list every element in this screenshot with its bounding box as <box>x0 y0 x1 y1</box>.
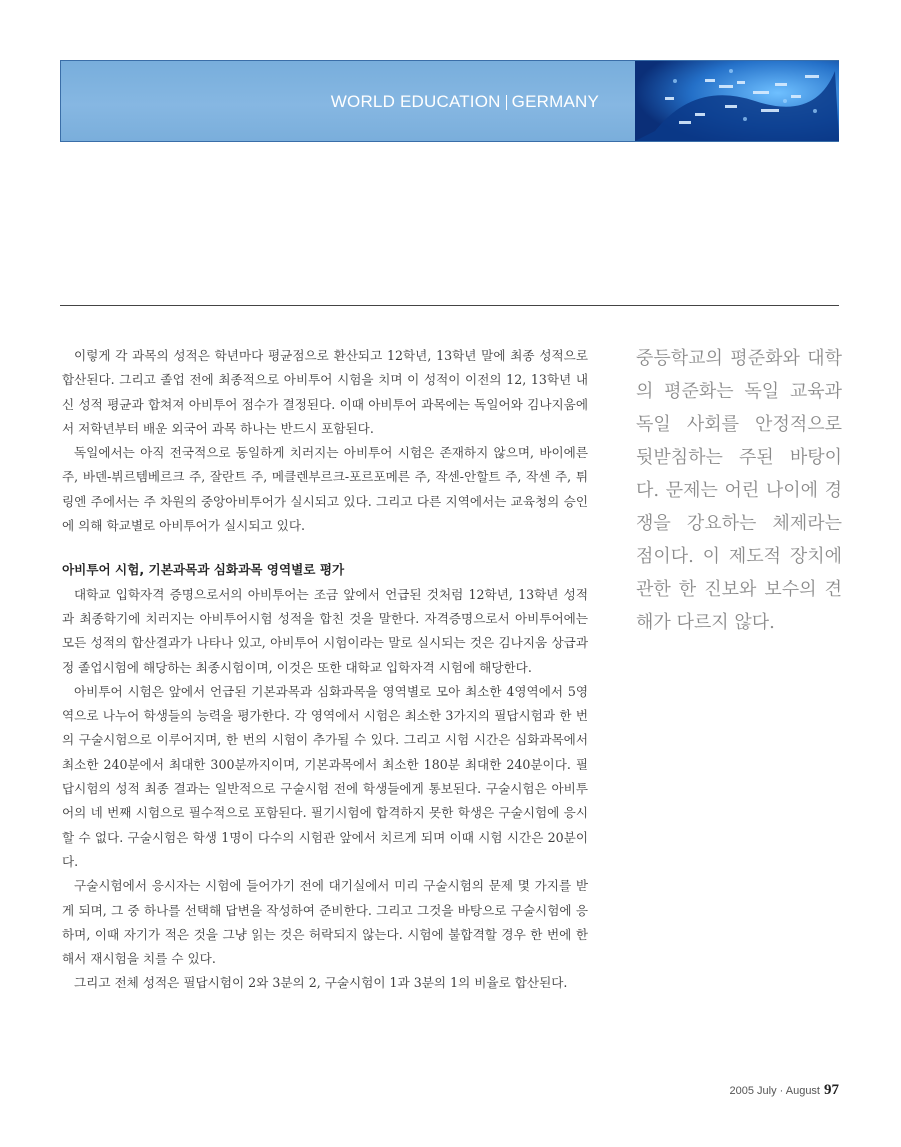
section-title <box>61 61 635 143</box>
header-rule <box>60 305 839 306</box>
section-heading: 아비투어 시험, 기본과목과 심화과목 영역별로 평가 <box>62 562 345 578</box>
paragraph: 독일에서는 아직 전국적으로 동일하게 치러지는 아비투어 시험은 존재하지 않으며, 바이에른 주, 바덴-뷔르템베르크 주, 잘란트 주, 메클렌부르크-포르포메른 주, 작센-안할트 주, 작센 주, 튀링엔 주에서는 주 차원의 중앙아비투어가 실시되고 있다. 그리고 다른 지역에서는 교육청의 승인에 의해 학교별로 아비투어가 실시되고 있다. <box>62 445 588 534</box>
issue-date: 2005 July · August <box>729 1085 820 1097</box>
header-band <box>60 60 839 142</box>
paragraph: 대학교 입학자격 증명으로서의 아비투어는 조금 앞에서 언급된 것처럼 12학년, 13학년 성적과 최종학기에 치러지는 아비투어시험 성적을 합친 것을 말한다. 자격증명으로서 아비투어에는 모든 성적의 합산결과가 나타나 있고, 아비투어 시험이라는 말로 실시되는 것은 김나지움 상급과정 졸업시험에 해당하는 최종시험이며, 이것은 또한 대학교 입학자격 시험에 해당한다. <box>62 586 588 675</box>
article-body <box>62 344 588 996</box>
page-footer <box>729 1082 839 1099</box>
globe-map-image <box>635 61 839 141</box>
section-title-left: WORLD EDUCATION <box>330 92 501 111</box>
page-number: 97 <box>824 1082 839 1098</box>
paragraph: 이렇게 각 과목의 성적은 학년마다 평균점으로 환산되고 12학년, 13학년 말에 최종 성적으로 합산된다. 그리고 졸업 전에 최종적으로 아비투어 시험을 치며 이 성적이 이전의 12, 13학년 내신 성적 평균과 합쳐져 아비투어 점수가 결정된다. 이때 아비투어 과목에는 독일어와 김나지움에서 저학년부터 배운 외국어 과목 하나는 반드시 포함된다. <box>62 348 588 436</box>
paragraph: 그리고 전체 성적은 필답시험이 2와 3분의 2, 구술시험이 1과 3분의 1의 비율로 합산된다. <box>74 975 568 991</box>
pull-quote: 중등학교의 평준화와 대학의 평준화는 독일 교육과 독일 사회를 안정적으로 뒷받침하는 주된 바탕이다. 문제는 어린 나이에 경쟁을 강요하는 체제라는 점이다. 이 제도적 장치에 관한 한 진보와 보수의 견해가 다르지 않다. <box>636 348 842 633</box>
title-separator <box>506 95 507 110</box>
paragraph: 구술시험에서 응시자는 시험에 들어가기 전에 대기실에서 미리 구술시험의 문제 몇 가지를 받게 되며, 그 중 하나를 선택해 답변을 작성하여 준비한다. 그리고 그것을 바탕으로 구술시험에 응하며, 이때 자기가 적은 것을 그냥 읽는 것은 허락되지 않는다. 시험에 불합격할 경우 한 번에 한해서 재시험을 치를 수 있다. <box>62 878 588 967</box>
section-title-right: GERMANY <box>511 92 599 111</box>
globe-map-graphic <box>635 61 839 141</box>
paragraph: 아비투어 시험은 앞에서 언급된 기본과목과 심화과목을 영역별로 모아 최소한 4영역에서 5영역으로 나누어 학생들의 능력을 평가한다. 각 영역에서 시험은 최소한 3가지의 필답시험과 한 번의 구술시험으로 이루어지며, 한 번의 시험이 추가될 수 있다. 그리고 시험 시간은 심화과목에서 최소한 240분에서 최대한 300분까지이며, 기본과목에서 최소한 180분 최대한 240분이다. 필답시험의 성적 최종 결과는 일반적으로 구술시험 전에 학생들에게 통보된다. 구술시험은 아비투어의 네 번째 시험으로 필수적으로 포함된다. 필기시험에 합격하지 못한 학생은 구술시험에 응시할 수 없다. 구술시험은 학생 1명이 다수의 시험관 앞에서 치르게 되며 이때 시험 시간은 20분이다. <box>62 683 588 869</box>
